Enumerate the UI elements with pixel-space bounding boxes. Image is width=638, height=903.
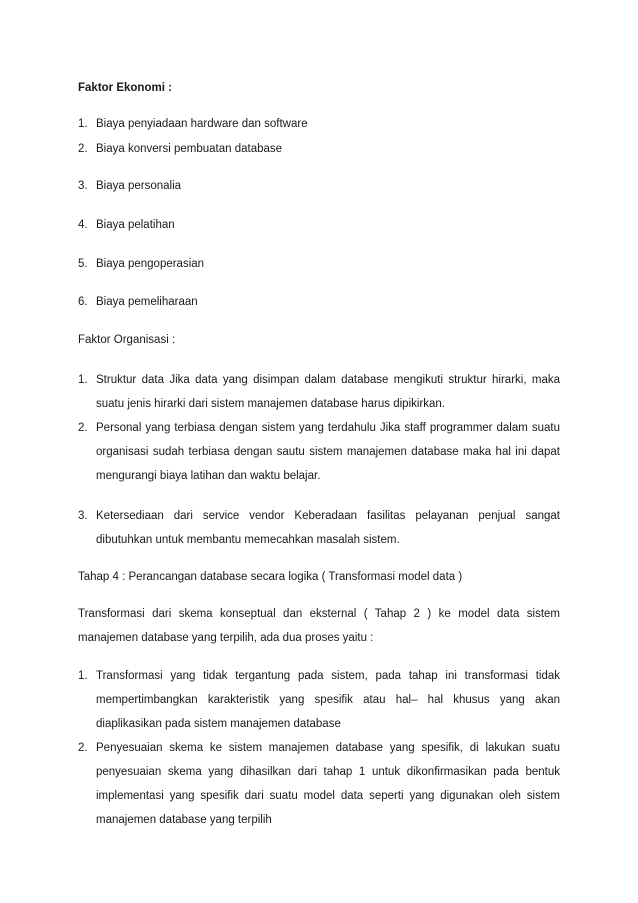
paragraph-line: manajemen database yang terpilih, ada dua proses yaitu : <box>78 632 374 644</box>
paragraph-line: penyesuaian skema yang dihasilkan dari tahap 1 untuk dikonfirmasikan pada bentuk <box>96 766 560 778</box>
paragraph-line: manajemen database yang terpilih <box>96 814 272 826</box>
paragraph-line: mempertimbangkan karakteristik yang spesifik atau hal– hal khusus yang akan <box>96 694 560 706</box>
list-item: Biaya personalia <box>96 180 182 192</box>
list-number: 2. <box>78 742 88 754</box>
heading-tahap-4: Tahap 4 : Perancangan database secara logika ( Transformasi model data ) <box>78 571 463 583</box>
list-number: 2. <box>78 143 88 155</box>
list-item: Biaya konversi pembuatan database <box>96 143 283 155</box>
heading-faktor-ekonomi: Faktor Ekonomi : <box>78 82 172 94</box>
list-item: Biaya pengoperasian <box>96 258 205 270</box>
paragraph-line: diaplikasikan pada sistem manajemen database <box>96 718 341 730</box>
list-item: Biaya pemeliharaan <box>96 296 198 308</box>
paragraph-line: Transformasi yang tidak tergantung pada sistem, pada tahap ini transformasi tidak <box>96 670 560 682</box>
list-number: 5. <box>78 258 88 270</box>
list-item: Biaya pelatihan <box>96 219 175 231</box>
heading-faktor-organisasi: Faktor Organisasi : <box>78 334 176 346</box>
list-number: 1. <box>78 670 88 682</box>
list-number: 4. <box>78 219 88 231</box>
paragraph-line: Struktur data Jika data yang disimpan dalam database mengikuti struktur hirarki, maka <box>96 374 560 386</box>
list-number: 1. <box>78 374 88 386</box>
paragraph-line: Penyesuaian skema ke sistem manajemen database yang spesifik, di lakukan suatu <box>96 742 560 754</box>
list-number: 3. <box>78 180 88 192</box>
paragraph-line: organisasi sudah terbiasa dengan sautu sistem manajemen database maka hal ini dapat <box>96 446 560 458</box>
paragraph-line: implementasi yang spesifik dari suatu model data seperti yang digunakan oleh sistem <box>96 790 560 802</box>
list-number: 1. <box>78 118 88 130</box>
paragraph-line: Transformasi dari skema konseptual dan eksternal ( Tahap 2 ) ke model data sistem <box>78 608 560 620</box>
paragraph-line: dibutuhkan untuk membantu memecahkan masalah sistem. <box>96 534 400 546</box>
paragraph-line: mengurangi biaya latihan dan waktu belajar. <box>96 470 321 482</box>
list-number: 2. <box>78 422 88 434</box>
paragraph-line: Ketersediaan dari service vendor Keberadaan fasilitas pelayanan penjual sangat <box>96 510 560 522</box>
list-number: 3. <box>78 510 88 522</box>
list-item: Biaya penyiadaan hardware dan software <box>96 118 308 130</box>
list-number: 6. <box>78 296 88 308</box>
paragraph-line: suatu jenis hirarki dari sistem manajemen database harus dipikirkan. <box>96 398 446 410</box>
paragraph-line: Personal yang terbiasa dengan sistem yang terdahulu Jika staff programmer dalam suatu <box>96 422 560 434</box>
